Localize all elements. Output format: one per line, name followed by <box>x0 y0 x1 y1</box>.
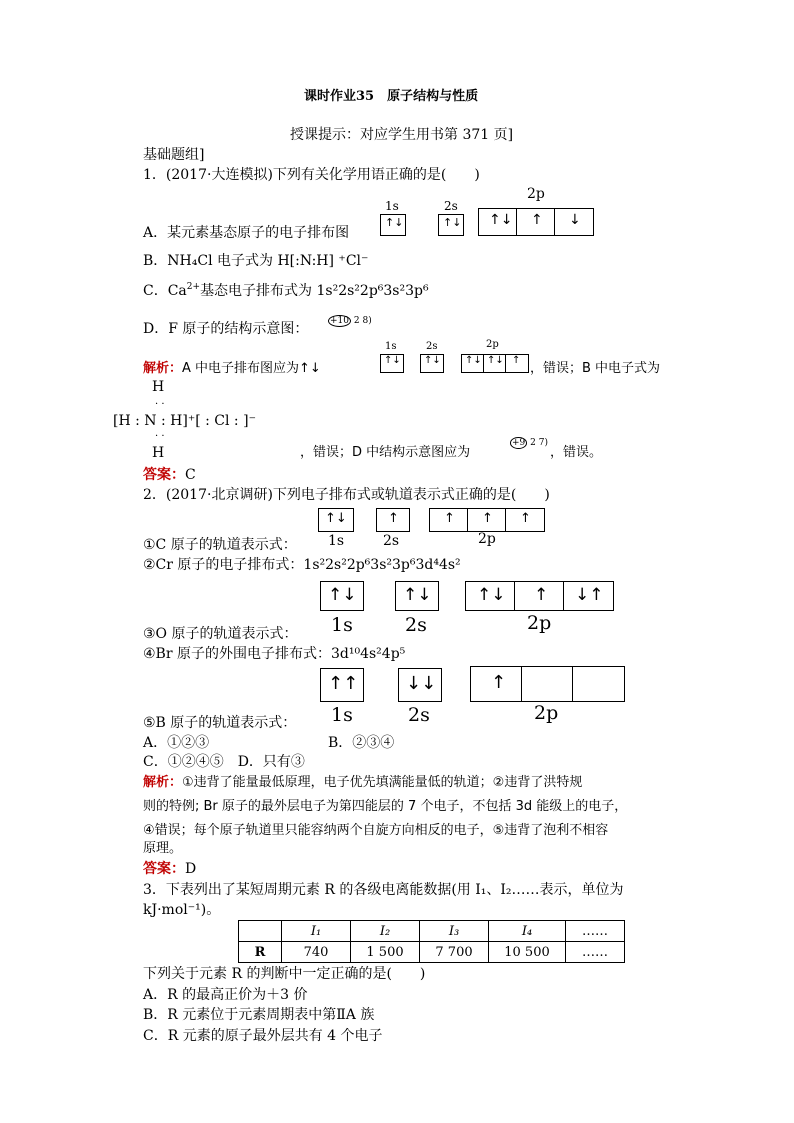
q2-item-2: ②Cr 原子的电子排布式：1s²2s²2p⁶3s²3p⁶3d⁴4s² <box>143 557 461 573</box>
q1-stem: 1．(2017·大连模拟)下列有关化学用语正确的是( ) <box>143 167 480 183</box>
q2i5-box-2s: ↓↓ <box>398 668 442 702</box>
table-header-row <box>239 921 625 942</box>
f-structure-diagram-wrong: +10 2 8) <box>330 316 372 326</box>
q2-item-5: ⑤B 原子的轨道表示式： <box>143 715 297 731</box>
q2i5-box-2p: ↑ <box>470 666 625 702</box>
ionization-table <box>238 920 625 963</box>
q2-option-cd: C．①②④⑤ D．只有③ <box>143 754 305 770</box>
q3-stem-2: kJ·mol⁻¹)。 <box>143 902 221 918</box>
q2-option-b: B．②③④ <box>328 735 395 751</box>
q2-stem: 2．(2017·北京调研)下列电子排布式或轨道表示式正确的是( ) <box>143 487 550 503</box>
q2i3-label-2p: 2p <box>527 612 552 634</box>
electron-formula: [H : N : H]⁺[ : Cl : ]⁻ <box>113 413 256 429</box>
q1-option-d: D．F 原子的结构示意图： <box>143 321 309 337</box>
q1-explain-2: ，错误；B 中电子式为 <box>530 361 661 376</box>
table-cell: 740 <box>282 942 351 963</box>
q2-item-3: ③O 原子的轨道表示式： <box>143 626 298 642</box>
q1-option-b: B．NH₄Cl 电子式为 H[:N:H] ⁺Cl⁻ <box>143 253 369 269</box>
q1e-label-2p: 2p <box>486 339 499 350</box>
q2i5-label-2s: 2s <box>408 704 430 726</box>
q1e-box-2s: ↑↓ <box>420 354 444 373</box>
electron-formula-h-bottom: H <box>152 445 165 461</box>
q1a-label-2p: 2p <box>527 186 545 202</box>
table-cell: I₄ <box>489 921 566 942</box>
q3-option-b: B．R 元素位于元素周期表中第ⅡA 族 <box>143 1007 375 1023</box>
q2i1-box-1s: ↑↓ <box>318 508 354 532</box>
table-row <box>239 942 625 963</box>
q2-explain-3: ④错误；每个原子轨道里只能容纳两个自旋方向相反的电子，⑤违背了泡利不相容 <box>143 823 609 838</box>
q2i1-label-2p: 2p <box>478 531 496 547</box>
q2i5-box-1s: ↑↑ <box>320 668 364 702</box>
electron-formula-h-top: H <box>152 379 165 395</box>
table-cell: 1 500 <box>351 942 420 963</box>
q1a-box-2p: ↑↓ ↑ ↓ <box>478 208 594 236</box>
q3-question: 下列关于元素 R 的判断中一定正确的是( ) <box>143 966 426 982</box>
table-cell: I₂ <box>351 921 420 942</box>
q1a-box-1s: ↑↓ <box>380 214 406 236</box>
q1-option-a: A．某元素基态原子的电子排布图 <box>143 225 350 241</box>
table-cell: …… <box>566 942 625 963</box>
f-structure-diagram-correct: +9 2 7) <box>512 438 548 448</box>
q2-explain-4: 原理。 <box>143 841 183 856</box>
q2-explain-1: 解析：①违背了能量最低原理，电子优先填满能量低的轨道；②违背了洪特规 <box>143 775 583 790</box>
q2-option-a: A．①②③ <box>143 735 210 751</box>
q2-answer: 答案：D <box>143 861 197 877</box>
table-cell: …… <box>566 921 625 942</box>
q1a-label-1s: 1s <box>385 199 399 213</box>
q1-option-c: C．$Ca^{2+}$基态电子排布式为 1s²2s²2p⁶3s²3p⁶ <box>143 282 429 299</box>
q2i3-box-2s: ↑↓ <box>395 581 439 611</box>
table-cell: R <box>239 942 282 963</box>
table-cell: 10 500 <box>489 942 566 963</box>
table-cell: I₃ <box>420 921 489 942</box>
q2-item-4: ④Br 原子的外围电子排布式：3d¹⁰4s²4p⁵ <box>143 646 406 662</box>
q2i5-label-1s: 1s <box>331 704 353 726</box>
q2i3-box-1s: ↑↓ <box>320 581 364 611</box>
q2i3-label-2s: 2s <box>405 614 427 636</box>
q1a-label-2s: 2s <box>444 199 458 213</box>
q3-option-c: C．R 元素的原子最外层共有 4 个电子 <box>143 1028 383 1044</box>
q2i5-label-2p: 2p <box>534 702 559 724</box>
q1e-box-2p: ↑↓ ↑↓ ↑ <box>461 354 529 373</box>
q3-option-a: A．R 的最高正价为＋3 价 <box>143 987 308 1003</box>
q2i1-label-2s: 2s <box>383 533 400 549</box>
q1-explain-4: ，错误。 <box>550 445 603 460</box>
q2-explain-2: 则的特例; Br 原子的最外层电子为第四能层的 7 个电子，不包括 3d 能级上的电子， <box>143 799 628 814</box>
q1-explain-3: ，错误；D 中结构示意图应为 <box>300 445 471 460</box>
group-heading: 基础题组] <box>143 147 205 163</box>
q1-answer: 答案：C <box>143 467 196 483</box>
q2i1-box-2s: ↑ <box>376 508 410 532</box>
table-cell <box>239 921 282 942</box>
q2-item-1: ①C 原子的轨道表示式： <box>143 537 297 553</box>
q2i1-box-2p: ↑ ↑ ↑ <box>429 508 545 532</box>
q1e-box-1s: ↑↓ <box>380 354 404 373</box>
q3-stem-1: 3．下表列出了某短周期元素 R 的各级电离能数据(用 I₁、I₂……表示，单位为 <box>143 882 624 898</box>
lesson-hint: 授课提示：对应学生用书第 371 页] <box>290 127 514 143</box>
q1e-label-2s: 2s <box>426 341 438 352</box>
q2i1-label-1s: 1s <box>328 533 345 549</box>
table-cell: I₁ <box>282 921 351 942</box>
q1-explain-1: 解析：A 中电子排布图应为↑↓ <box>143 361 321 376</box>
q1e-label-1s: 1s <box>385 341 397 352</box>
electron-dots-bottom: · · <box>155 431 165 442</box>
electron-dots-top: · · <box>155 399 165 410</box>
q1a-box-2s: ↑↓ <box>438 214 464 236</box>
q2i3-label-1s: 1s <box>331 614 353 636</box>
q2i3-box-2p: ↑↓ ↑ ↓↑ <box>465 581 614 611</box>
page-title: 课时作业35 原子结构与性质 <box>304 89 479 104</box>
table-cell: 7 700 <box>420 942 489 963</box>
